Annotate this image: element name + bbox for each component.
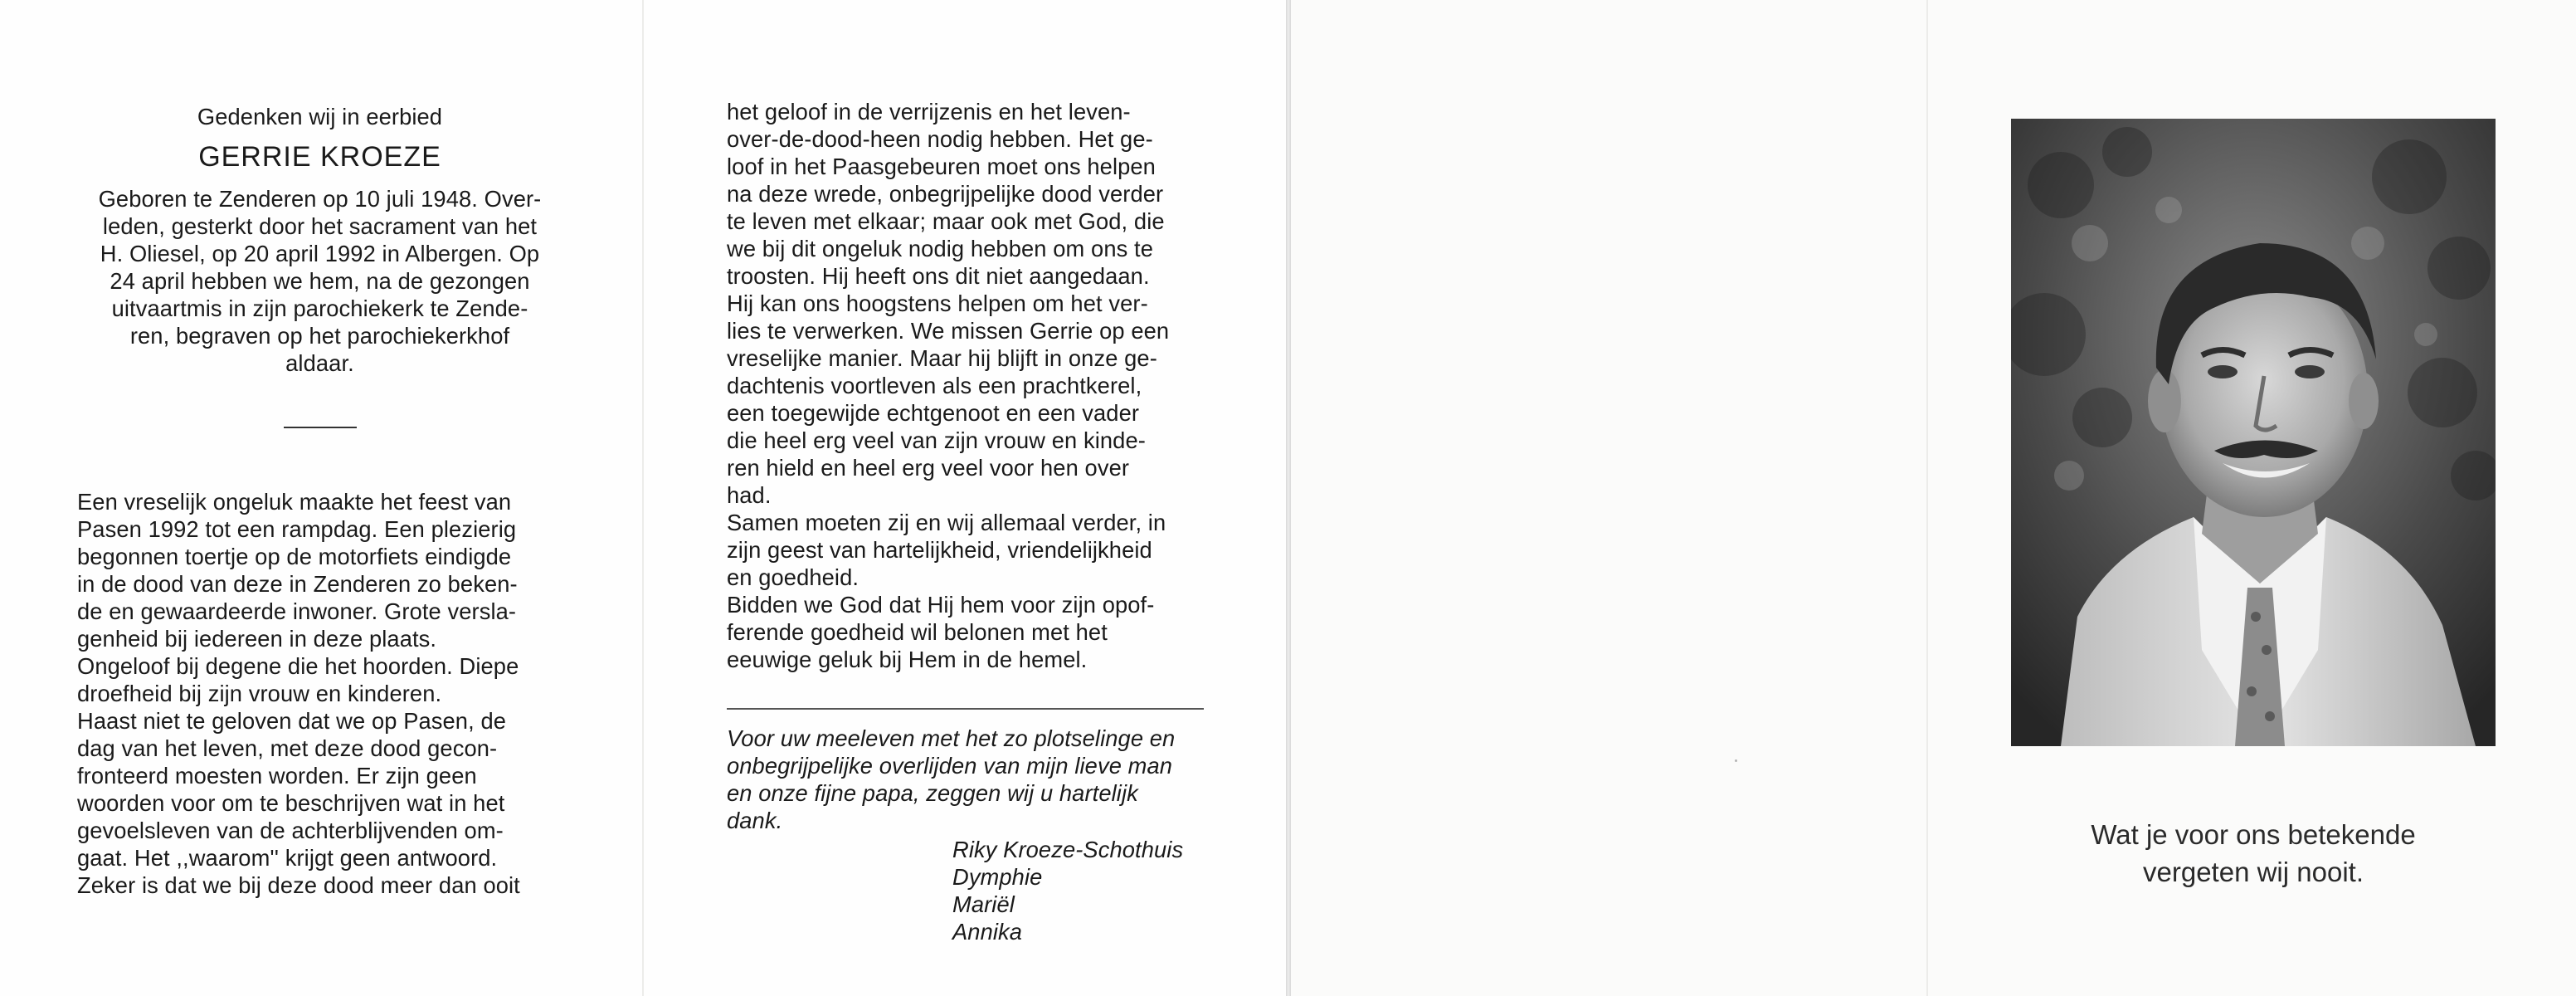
separator-short-rule — [284, 427, 357, 428]
signature-line: Riky Kroeze-Schothuis — [952, 837, 1184, 862]
signature-line: Annika — [952, 919, 1023, 945]
intro-line: Gedenken wij in eerbied — [197, 104, 443, 129]
memorial-text-part-1: Een vreselijk ongeluk maakte het feest van Pasen 1992 tot een rampdag. Een plezierig begonnen toertje op de motorfiets eindigde in de dood van deze in Zenderen zo beken- de en gewaardeerde inwoner. Grote versla- genheid bij iedereen in deze plaats. Ongeloof bij degene die het hoorden. Diepe droefheid bij zijn vrouw en kinderen. Haast niet te geloven dat we op Pasen, de dag van het leven, met deze dood gecon- fronteerd moesten worden. Er zijn geen woorden voor om te beschrijven wat in het gevoelsleven van de achterblijvenden om- gaat. Het ,,waarom'' krijgt geen antwoord. Zeker is dat we bij deze dood meer dan ooit — [77, 489, 520, 898]
text-column-right — [727, 98, 1212, 945]
signature-line: Dymphie — [952, 864, 1043, 890]
signatures-block — [952, 836, 1212, 945]
signature-line: Mariël — [952, 891, 1015, 917]
separator-long-rule — [727, 708, 1204, 710]
center-crease — [1926, 0, 1928, 996]
card-inner-spread — [0, 0, 1286, 996]
photo-caption: Wat je voor ons betekende vergeten wij nooit. — [2091, 819, 2416, 887]
text-column-left — [77, 98, 562, 899]
center-crease — [642, 0, 644, 996]
portrait-illustration — [2011, 119, 2496, 746]
portrait-photo — [2011, 119, 2496, 746]
thanks-paragraph: Voor uw meeleven met het zo plotselinge en onbegrijpelijke overlijden van mijn lieve man en onze fijne papa, zeggen wij u hartelijk dank. — [727, 725, 1176, 833]
birth-death-paragraph: Geboren te Zenderen op 10 juli 1948. Over- leden, gesterkt door het sacrament van het H. Oliesel, op 20 april 1992 in Albergen. Op 24 april hebben we hem, na de gezongen uitvaartmis in zijn parochiekerk te Zende- ren, begraven op het parochiekerkhof aldaar. — [98, 186, 542, 376]
memorial-text-part-2: het geloof in de verrijzenis en het leven- over-de-dood-heen nodig hebben. Het ge- loof in het Paasgebeuren moet ons helpen na deze wrede, onbegrijpelijke dood verder te leven met elkaar; maar ook met God, die we bij dit ongeluk nodig hebben om ons te troosten. Hij heeft ons dit niet aangedaan. Hij kan ons hoogstens helpen om het ver- lies te verwerken. We missen Gerrie op een vreselijke manier. Maar hij blijft in onze ge- dachtenis voortleven als een prachtkerel, een toegewijde echtgenoot en een vader die heel erg veel van zijn vrouw en kinde- ren hield en heel erg veel voor hen over had. Samen moeten zij en wij allemaal verder, in zijn geest van hartelijkheid, vriendelijkheid en goedheid. Bidden we God dat Hij hem voor zijn opof- ferende goedheid wil belonen met het eeuwige geluk bij Hem in de hemel. — [727, 99, 1170, 672]
deceased-name: GERRIE KROEZE — [198, 141, 441, 173]
paper-speck — [1735, 759, 1737, 762]
